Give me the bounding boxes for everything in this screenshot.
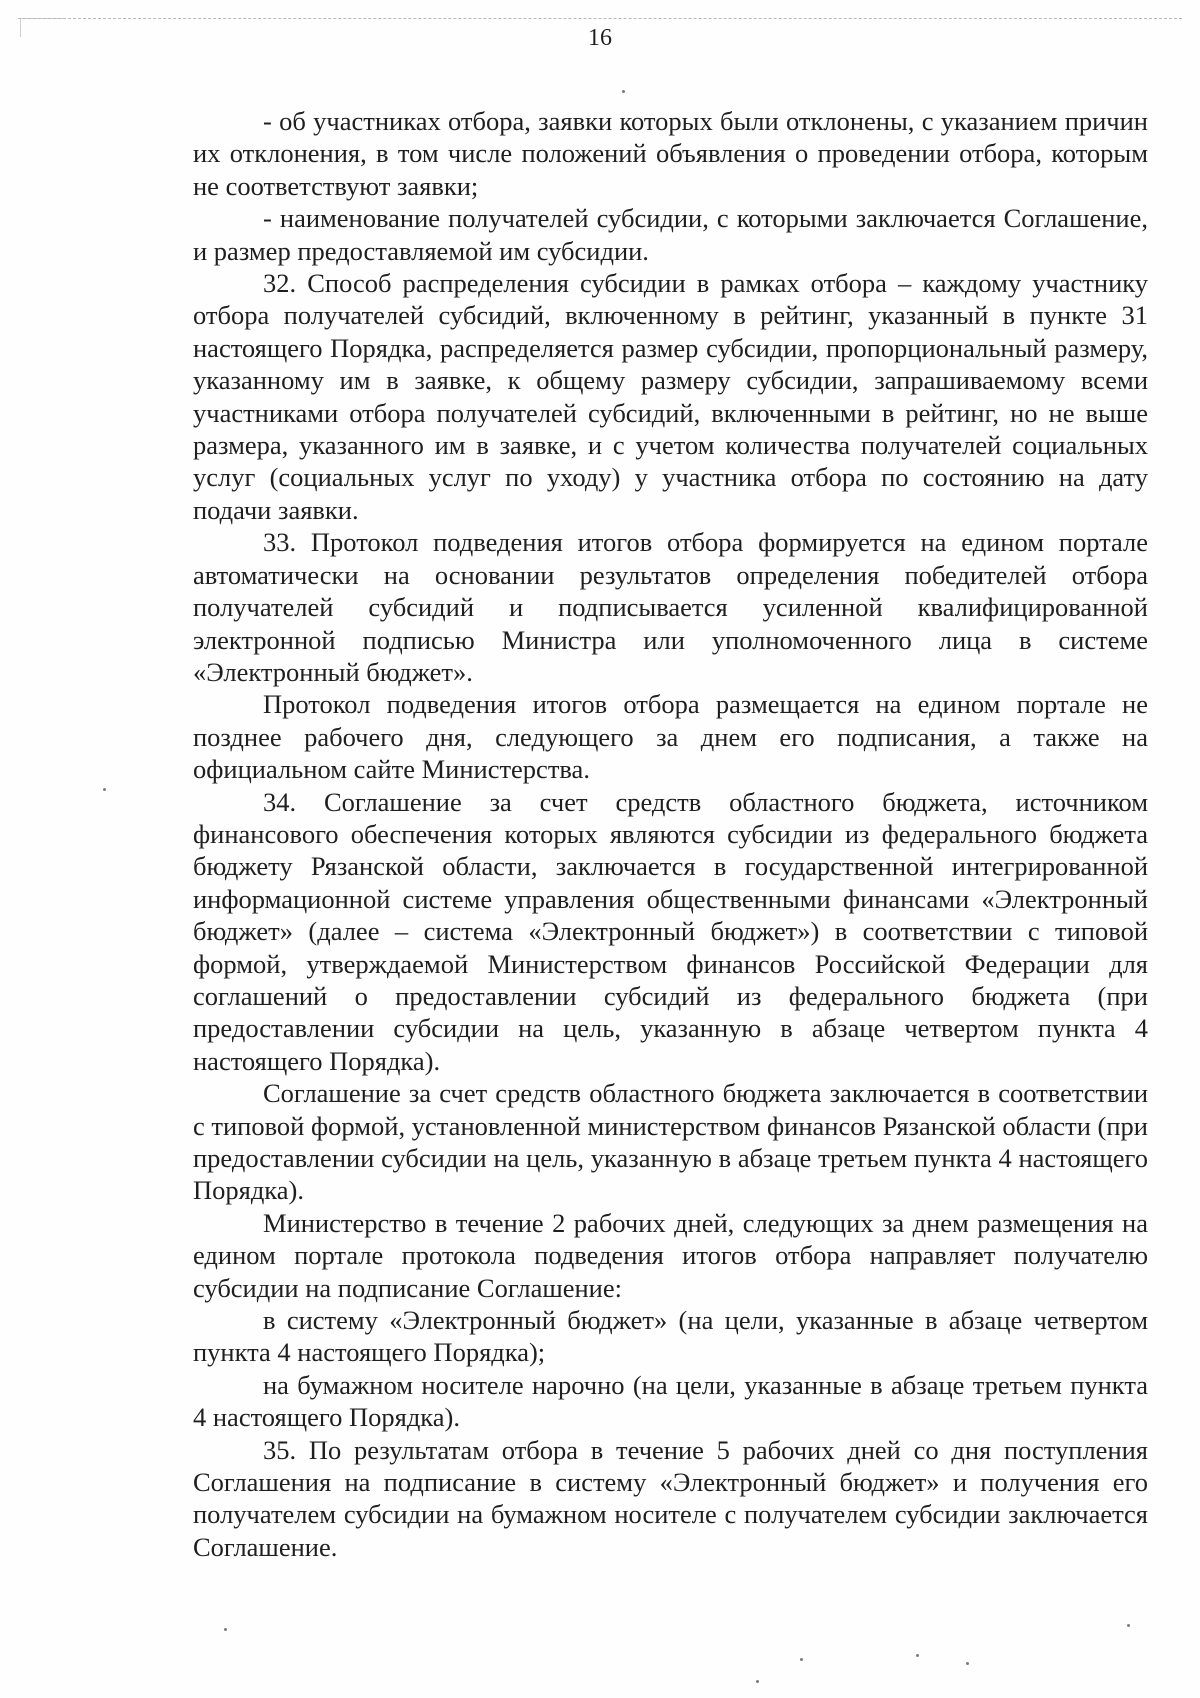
paragraph-agreement-regional: Соглашение за счет средств областного бюджета заключается в соответствии с типовой формой, установленной министерством финансов Рязанской области (при предоставлении субсидии на цель, указанную в абзаце третьем пункта 4 настоящего Порядка).	[193, 1078, 1148, 1206]
scan-speck	[224, 1628, 227, 1631]
document-body	[193, 105, 1148, 1563]
paragraph-protocol-publication: Протокол подведения итогов отбора размещается на едином портале не позднее рабочего дня, следующего за днем его подписания, а также на официальном сайте Министерства.	[193, 689, 1148, 785]
paragraph-34-agreement-federal: 34. Соглашение за счет средств областного бюджета, источником финансового обеспечения которых являются субсидии из федерального бюджета бюджету Рязанской области, заключается в государственной интегрированной информационной системе управления общественными финансами «Электронный бюджет» (далее – система «Электронный бюджет») в соответствии с типовой формой, утверждаемой Министерством финансов Российской Федерации для соглашений о предоставлении субсидий из федерального бюджета (при предоставлении субсидии на цель, указанную в абзаце четвертом пункта 4 настоящего Порядка).	[193, 786, 1148, 1076]
scan-speck	[1127, 1624, 1130, 1627]
paragraph-32-distribution-method: 32. Способ распределения субсидии в рамках отбора – каждому участнику отбора получателей субсидий, включенному в рейтинг, указанный в пункте 31 настоящего Порядка, распределяется размер субсидии, пропорциональный размеру, указанному им в заявке, к общему размеру субсидии, запрашиваемому всеми участниками отбора получателей субсидий, включенными в рейтинг, но не выше размера, указанного им в заявке, и с учетом количества получателей социальных услуг (социальных услуг по уходу) у участника отбора по состоянию на дату подачи заявки.	[193, 268, 1148, 525]
paragraph-paper-carrier: на бумажном носителе нарочно (на цели, указанные в абзаце третьем пункта 4 настоящего Порядка).	[193, 1369, 1148, 1433]
paragraph-recipients-names: - наименование получателей субсидии, с которыми заключается Соглашение, и размер предоставляемой им субсидии.	[193, 203, 1148, 266]
paragraph-ministry-sends-agreement: Министерство в течение 2 рабочих дней, следующих за днем размещения на едином портале протокола подведения итогов отбора направляет получателю субсидии на подписание Соглашение:	[193, 1207, 1148, 1303]
paragraph-electronic-budget: в систему «Электронный бюджет» (на цели, указанные в абзаце четвертом пункта 4 настоящего Порядка);	[193, 1305, 1148, 1368]
paragraph-rejected-participants: - об участниках отбора, заявки которых были отклонены, с указанием причин их отклонения, в том числе положений объявления о проведении отбора, которым не соответствуют заявки;	[193, 106, 1148, 201]
scan-speck	[103, 788, 106, 791]
scan-speck	[800, 1658, 803, 1661]
page-number: 16	[588, 25, 612, 51]
scan-speck	[916, 1654, 919, 1657]
scan-speck	[966, 1662, 969, 1665]
paragraph-33-protocol: 33. Протокол подведения итогов отбора формируется на едином портале автоматически на основании результатов определения победителей отбора получателей субсидий и подписывается усиленной квалифицированной электронной подписью Министра или уполномоченного лица в системе «Электронный бюджет».	[193, 527, 1148, 687]
scan-speck	[756, 1680, 759, 1683]
scan-edge-line	[18, 18, 1182, 19]
scan-speck	[622, 90, 625, 93]
paragraph-35-conclusion: 35. По результатам отбора в течение 5 рабочих дней со дня поступления Соглашения на подписание в систему «Электронный бюджет» и получения его получателем субсидии на бумажном носителе с получателем субсидии заключается Соглашение.	[193, 1434, 1148, 1562]
